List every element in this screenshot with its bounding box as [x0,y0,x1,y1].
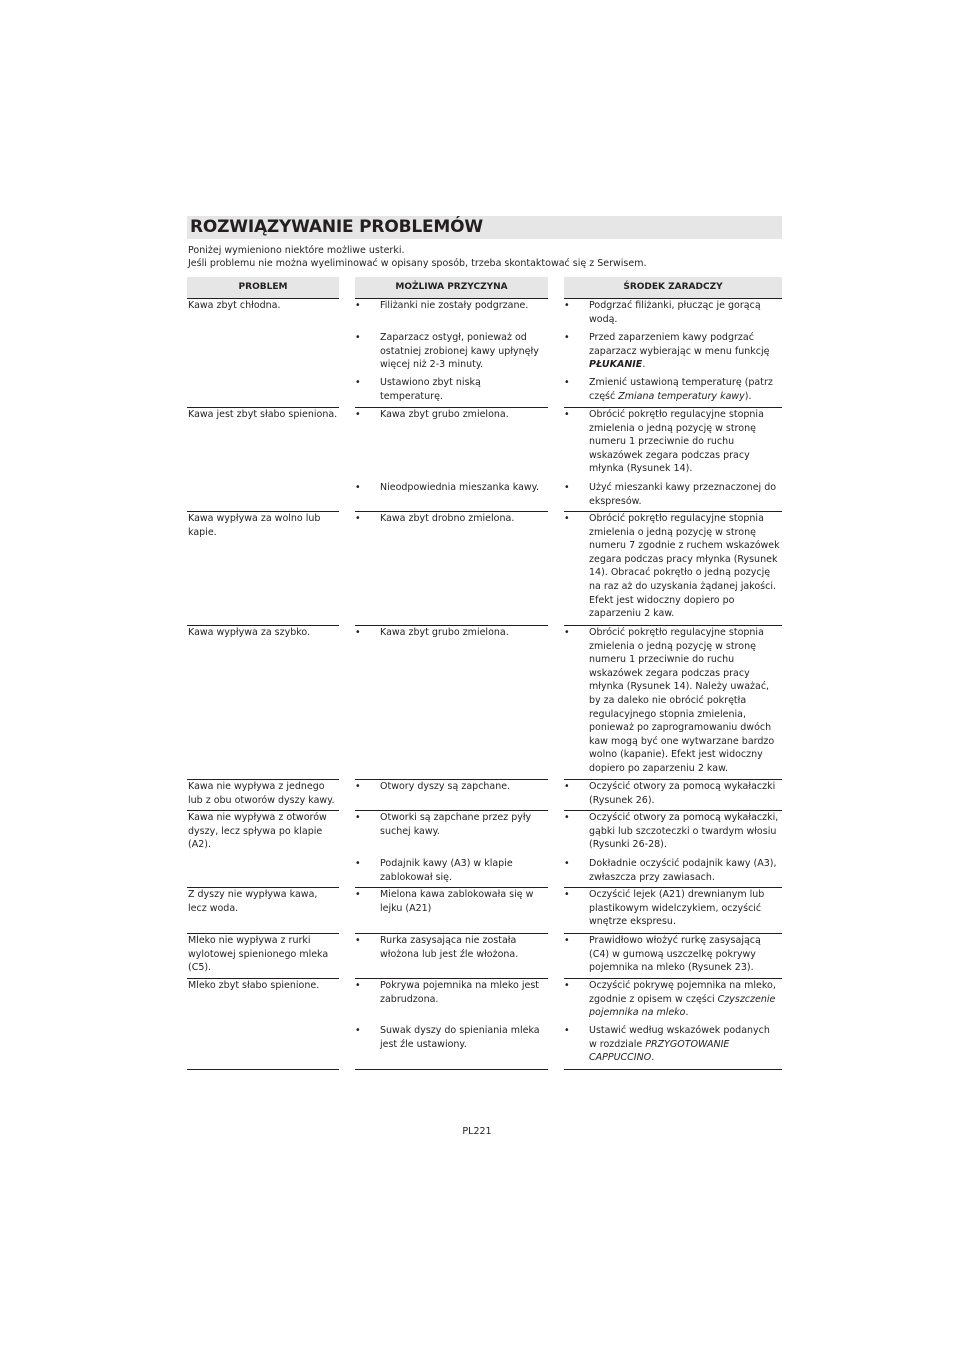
bullet: • [355,889,361,900]
bullet: • [564,781,570,792]
row2-remedy-1: Obrócić pokrętło regulacyjne stopnia zmielenia o jedną pozycję w stronę numeru 1 przeciwnie do ruchu wskazówek zegara podczas pracy młynka (Rysunek 14). [589,409,764,475]
row5-remedy-1: Oczyścić otwory za pomocą wykałaczki (Rysunek 26). [589,781,776,806]
bullet: • [564,889,570,900]
row2-cause-2: Nieodpowiednia mieszanka kawy. [380,482,539,493]
row2-remedy-2: Użyć mieszanki kawy przeznaczonej do ekspresów. [589,482,777,507]
bullet: • [564,377,570,388]
row2-problem: Kawa jest zbyt słabo spieniona. [188,409,338,420]
row7-problem: Z dyszy nie wypływa kawa, lecz woda. [188,889,318,914]
bullet: • [564,812,570,823]
bullet: • [564,627,570,638]
bullet: • [564,513,570,524]
page-number: PL221 [462,1126,492,1137]
bullet: • [355,482,361,493]
row5-cause-1: Otwory dyszy są zapchane. [380,781,511,792]
bullet: • [564,935,570,946]
row1-cause-2: Zaparzacz ostygł, ponieważ od ostatniej zrobionej kawy upłynęły więcej niż 2-3 minuty. [380,332,539,371]
row9-cause-1: Pokrywa pojemnika na mleko jest zabrudzona. [380,980,540,1005]
row2-cause-1: Kawa zbyt grubo zmielona. [380,409,509,420]
row6-problem: Kawa nie wypływa z otworów dyszy, lecz spływa po klapie (A2). [188,812,327,851]
bullet: • [564,300,570,311]
row1-cause-1: Filiżanki nie zostały podgrzane. [380,300,529,311]
row4-remedy-1: Obrócić pokrętło regulacyjne stopnia zmielenia o jedną pozycję w stronę numeru 1 przeciwnie do ruchu wskazówek zegara podczas pracy młynka (Rysunek 14). Należy uważać, by za daleko nie obrócić pokrętła regulacyjnego stopnia zmielenia, ponieważ po zaprogramowaniu dwóch kaw mogą być one wytwarzane bardzo wolno (kapanie). Efekt jest widoczny dopiero po zaparzeniu 2 kaw. [589,627,775,774]
bullet: • [355,935,361,946]
bullet: • [355,781,361,792]
row3-remedy-1: Obrócić pokrętło regulacyjne stopnia zmielenia o jedną pozycję w stronę numeru 7 zgodnie z ruchem wskazówek zegara podczas pracy młynka (Rysunek 14). Obracać pokrętło o jedną pozycję na raz aż do uzyskania żądanej jakości. Efekt jest widoczny dopiero po zaparzeniu 2 kaw. [589,513,780,620]
bullet: • [355,409,361,420]
row6-cause-2: Podajnik kawy (A3) w klapie zablokował się. [380,858,513,883]
row4-cause-1: Kawa zbyt grubo zmielona. [380,627,509,638]
bullet: • [355,980,361,991]
section-title-bar [187,216,782,239]
row7-remedy-1: Oczyścić lejek (A21) drewnianym lub plastikowym widelczykiem, oczyścić wnętrze ekspresu. [589,889,765,928]
bullet: • [355,513,361,524]
bullet: • [355,627,361,638]
intro-text [188,244,788,270]
intro-line-1: Poniżej wymieniono niektóre możliwe usterki. [188,245,405,256]
row1-remedy-2: Przed zaparzeniem kawy podgrzać zaparzacz wybierając w menu funkcję PŁUKANIE. [589,332,770,371]
row3-cause-1: Kawa zbyt drobno zmielona. [380,513,515,524]
row6-cause-1: Otworki są zapchane przez pyły suchej kawy. [380,812,532,837]
row6-remedy-2: Dokładnie oczyścić podajnik kawy (A3), zwłaszcza przy zawiasach. [589,858,777,883]
row1-remedy-1: Podgrzać filiżanki, płucząc je gorącą wodą. [589,300,761,325]
bullet: • [355,1025,361,1036]
table-bottom-rule [187,1069,339,1070]
row9-remedy-1: Oczyścić pokrywę pojemnika na mleko, zgodnie z opisem w części Czyszczenie pojemnika na mleko. [589,980,776,1019]
row7-cause-1: Mielona kawa zablokowała się w lejku (A21) [380,889,534,914]
bullet: • [564,980,570,991]
bullet: • [355,377,361,388]
row1-cause-3: Ustawiono zbyt niską temperaturę. [380,377,481,402]
row6-remedy-1: Oczyścić otwory za pomocą wykałaczki, gąbki lub szczoteczki o twardym włosiu (Rysunki 26-28). [589,812,779,851]
table-bottom-rule [355,1069,548,1070]
header-cause: MOŻLIWA PRZYCZYNA [355,277,548,299]
row8-cause-1: Rurka zasysająca nie została włożona lub jest źle włożona. [380,935,519,960]
bullet: • [355,300,361,311]
row8-problem: Mleko nie wypływa z rurki wylotowej spienionego mleka (C5). [188,935,329,974]
bullet: • [564,482,570,493]
table-bottom-rule [564,1069,782,1070]
bullet: • [355,812,361,823]
bullet: • [564,409,570,420]
section-title: ROZWIĄZYWANIE PROBLEMÓW [190,217,483,237]
row4-problem: Kawa wypływa za szybko. [188,627,311,638]
row5-problem: Kawa nie wypływa z jednego lub z obu otworów dyszy kawy. [188,781,335,806]
row9-cause-2: Suwak dyszy do spieniania mleka jest źle ustawiony. [380,1025,540,1050]
row8-remedy-1: Prawidłowo włożyć rurkę zasysającą (C4) w gumową uszczelkę pokrywy pojemnika na mleko (Rysunek 23). [589,935,761,974]
bullet: • [564,1025,570,1036]
row1-remedy-3: Zmienić ustawioną temperaturę (patrz część Zmiana temperatury kawy). [589,377,773,402]
row9-problem: Mleko zbyt słabo spienione. [188,980,320,991]
bullet: • [564,332,570,343]
row1-problem: Kawa zbyt chłodna. [188,300,281,311]
bullet: • [355,858,361,869]
header-remedy: ŚRODEK ZARADCZY [564,277,782,299]
row9-remedy-2: Ustawić według wskazówek podanych w rozdziale PRZYGOTOWANIE CAPPUCCINO. [589,1025,770,1064]
header-problem: PROBLEM [187,277,339,299]
bullet: • [355,332,361,343]
bullet: • [564,858,570,869]
row3-problem: Kawa wypływa za wolno lub kapie. [188,513,321,538]
intro-line-2: Jeśli problemu nie można wyeliminować w opisany sposób, trzeba skontaktować się z Serwisem. [188,258,647,269]
